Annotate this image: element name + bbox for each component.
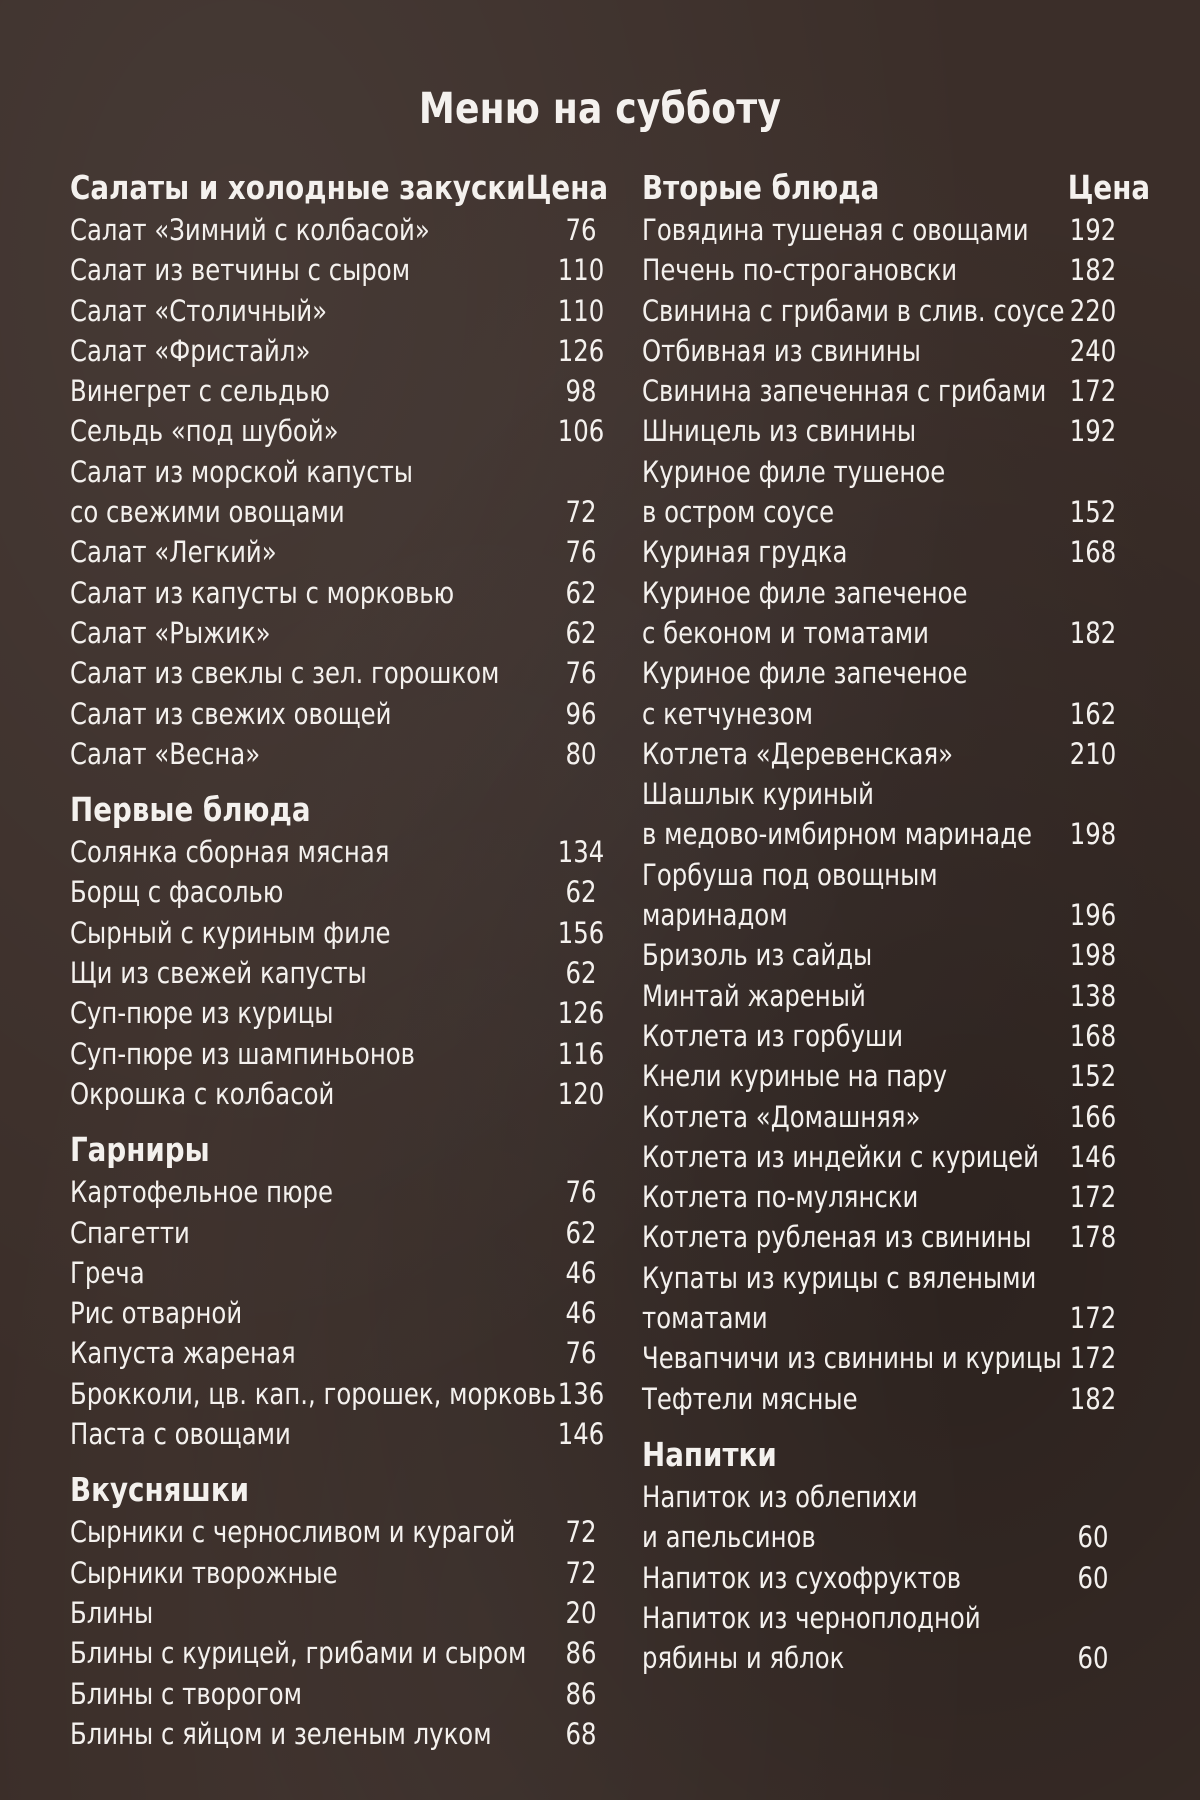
menu-item-name: Куриное филе тушеное [642, 454, 946, 489]
menu-item-name: Винегрет с сельдью [70, 374, 330, 409]
menu-item-name: Салат «Фристайл» [70, 333, 311, 368]
menu-item-price: 62 [565, 875, 597, 910]
menu-item-price: 168 [1069, 1018, 1117, 1053]
menu-item [70, 1633, 597, 1673]
menu-item-name: Спагетти [70, 1215, 190, 1250]
menu-item [642, 1137, 1140, 1177]
section-gap [70, 774, 590, 788]
menu-item-name: рябины и яблок [642, 1641, 845, 1676]
menu-item-price: 210 [1069, 736, 1117, 771]
menu-item-name: Суп-пюре из шампиньонов [70, 1036, 416, 1071]
menu-item-name: Салат «Легкий» [70, 535, 277, 570]
menu-item-price: 86 [565, 1636, 597, 1671]
menu-item-price: 126 [557, 996, 605, 1031]
menu-item-price: 62 [565, 956, 597, 991]
menu-item-name: Котлета по-мулянски [642, 1180, 919, 1215]
menu-item-name: Борщ с фасолью [70, 875, 284, 910]
menu-item [70, 734, 597, 774]
menu-item-price: 110 [557, 293, 605, 328]
menu-item [70, 492, 597, 532]
menu-item-price: 62 [565, 575, 597, 610]
menu-item [642, 653, 1140, 693]
menu-item [642, 1638, 1140, 1678]
menu-item [642, 250, 1140, 290]
menu-item-name: Печень по-строгановски [642, 253, 958, 288]
menu-item-price: 134 [557, 835, 605, 870]
menu-item-name: Салат из свежих овощей [70, 696, 392, 731]
menu-item-price: 110 [557, 253, 605, 288]
menu-item [70, 1253, 597, 1293]
menu-item-price: 80 [565, 736, 597, 771]
menu-item-name: Салат из капусты с морковью [70, 575, 455, 610]
menu-item-name: Котлета «Домашняя» [642, 1099, 921, 1134]
menu-item-price: 86 [565, 1676, 597, 1711]
menu-item [642, 1217, 1140, 1257]
menu-item-price: 60 [1077, 1641, 1109, 1676]
menu-item [642, 814, 1140, 854]
menu-item-name: Бризоль из сайды [642, 938, 873, 973]
menu-item-price: 76 [565, 535, 597, 570]
menu-item [70, 1293, 597, 1333]
page-title: Меню на субботу [418, 84, 782, 134]
item-list [70, 832, 605, 1114]
menu-item [70, 1374, 605, 1414]
menu-item [70, 452, 590, 492]
menu-item [70, 371, 597, 411]
menu-item [70, 913, 605, 953]
right-column [642, 166, 1150, 1678]
menu-item-price: 126 [557, 333, 605, 368]
item-list [642, 1477, 1140, 1678]
menu-item [642, 1177, 1140, 1217]
menu-item-name: Паста с овощами [70, 1417, 291, 1452]
menu-item [642, 613, 1140, 653]
section-gap [70, 1454, 590, 1468]
menu-item-price: 72 [565, 1555, 597, 1590]
menu-item [70, 1593, 597, 1633]
menu-item-price: 146 [1069, 1139, 1117, 1174]
menu-item-name: Картофельное пюре [70, 1175, 333, 1210]
menu-item-price: 136 [557, 1376, 605, 1411]
menu-item-name: Салат «Зимний с колбасой» [70, 213, 430, 247]
menu-item-name: Куриное филе запеченое [642, 575, 968, 610]
menu-item-price: 220 [1069, 293, 1117, 328]
menu-item-price: 120 [557, 1076, 605, 1111]
menu-item-name: Окрошка с колбасой [70, 1076, 335, 1111]
menu-item [642, 210, 1140, 250]
menu-item-price: 46 [565, 1255, 597, 1290]
menu-item-price: 76 [565, 1336, 597, 1371]
menu-item-price: 152 [1069, 495, 1117, 530]
menu-item-name: Салат из морской капусты [70, 454, 414, 489]
menu-item [70, 411, 605, 451]
section-title: Вкусняшки [70, 1470, 250, 1510]
menu-item-name: Куриная грудка [642, 535, 848, 570]
menu-item [642, 452, 1140, 492]
menu-item-price: 192 [1069, 414, 1117, 449]
left-column [70, 166, 608, 1754]
menu-item-name: Блины с творогом [70, 1676, 303, 1711]
section-heading-sides [70, 1128, 590, 1172]
section-title: Гарниры [70, 1130, 210, 1170]
menu-item [70, 832, 605, 872]
menu-item [642, 1258, 1140, 1298]
menu-item [642, 694, 1140, 734]
menu-item-name: Греча [70, 1255, 145, 1290]
menu-item [642, 1097, 1140, 1137]
menu-item [70, 1213, 597, 1253]
item-list [70, 1512, 597, 1754]
menu-item-name: Напиток из облепихи [642, 1479, 918, 1514]
menu-item-price: 166 [1069, 1099, 1117, 1134]
menu-item [70, 613, 597, 653]
menu-item-name: Блины с яйцом и зеленым луком [70, 1716, 492, 1751]
menu-item [642, 291, 1140, 331]
menu-item [70, 1512, 597, 1552]
menu-item-price: 116 [557, 1036, 605, 1071]
menu-item-name: Свинина с грибами в слив. соусе [642, 293, 1065, 328]
menu-item [70, 993, 605, 1033]
menu-item-name: Купаты из курицы с вялеными [642, 1260, 1037, 1295]
menu-item-price: 62 [565, 615, 597, 650]
menu-item [70, 653, 597, 693]
menu-item [642, 331, 1140, 371]
price-column-label: Цена [1067, 168, 1150, 207]
menu-item-price: 172 [1069, 1341, 1117, 1376]
menu-item [642, 734, 1140, 774]
menu-item [642, 1338, 1140, 1378]
menu-item-price: 46 [565, 1296, 597, 1331]
menu-item-price: 60 [1077, 1560, 1109, 1595]
menu-item [70, 573, 597, 613]
menu-item-name: Котлета из индейки с курицей [642, 1139, 1040, 1174]
menu-item-name: Напиток из сухофруктов [642, 1560, 962, 1595]
menu-item [642, 532, 1140, 572]
menu-item-price: 98 [565, 374, 597, 409]
menu-item-name: Салат «Весна» [70, 736, 261, 771]
menu-item-price: 172 [1069, 1180, 1117, 1215]
menu-item-name: в медово-имбирном маринаде [642, 817, 1033, 852]
menu-item-price: 156 [557, 915, 605, 950]
item-list [70, 1172, 605, 1454]
section-heading-treats [70, 1468, 590, 1512]
menu-item-name: Свинина запеченная с грибами [642, 374, 1047, 409]
menu-item-name: Говядина тушеная с овощами [642, 213, 1029, 247]
menu-item [70, 872, 597, 912]
menu-item-price: 76 [565, 1175, 597, 1210]
menu-item [70, 1553, 597, 1593]
menu-item [642, 895, 1140, 935]
menu-item-name: и апельсинов [642, 1520, 816, 1555]
menu-item [70, 250, 605, 290]
menu-item-name: Сырники с черносливом и курагой [70, 1515, 516, 1550]
menu-item-name: Шашлык куриный [642, 777, 874, 812]
menu-item-name: Салат из свеклы с зел. горошком [70, 656, 500, 691]
menu-item-name: Кнели куриные на пару [642, 1059, 948, 1094]
menu-item [642, 573, 1140, 613]
menu-item [642, 1477, 1140, 1517]
menu-item-name: Шницель из свинины [642, 414, 917, 449]
menu-item-price: 76 [565, 656, 597, 691]
menu-item [642, 1016, 1140, 1056]
menu-item [70, 1074, 605, 1114]
price-column-label: Цена [525, 168, 608, 207]
menu-item [70, 291, 605, 331]
menu-item-name: Котлета «Деревенская» [642, 736, 954, 771]
menu-item-name: Напиток из черноплодной [642, 1600, 981, 1635]
section-title: Салаты и холодные закуски [70, 168, 526, 207]
item-list [642, 210, 1140, 1419]
menu-item [642, 1598, 1140, 1638]
menu-item [70, 331, 605, 371]
menu-item-price: 72 [565, 495, 597, 530]
section-heading-drinks [642, 1433, 1140, 1477]
menu-item-name: Сельдь «под шубой» [70, 414, 339, 449]
menu-item [70, 210, 597, 250]
menu-item-name: Салат из ветчины с сыром [70, 253, 411, 288]
menu-item-price: 182 [1069, 1381, 1117, 1416]
menu-item-price: 20 [565, 1595, 597, 1630]
menu-item [642, 371, 1140, 411]
menu-item-price: 152 [1069, 1059, 1117, 1094]
menu-item [642, 411, 1140, 451]
menu-item [642, 1558, 1140, 1598]
menu-item-price: 138 [1069, 978, 1117, 1013]
menu-item-price: 240 [1069, 333, 1117, 368]
section-heading-salads [70, 166, 608, 210]
section-title: Вторые блюда [642, 168, 880, 207]
menu-item-price: 96 [565, 696, 597, 731]
menu-item [642, 1298, 1140, 1338]
section-heading-mains [642, 166, 1150, 210]
menu-item [70, 1714, 597, 1754]
menu-item-name: Котлета из горбуши [642, 1018, 904, 1053]
menu-item-name: Щи из свежей капусты [70, 956, 367, 991]
section-heading-soups [70, 788, 590, 832]
menu-item-price: 72 [565, 1515, 597, 1550]
menu-item-name: Салат «Столичный» [70, 293, 328, 328]
menu-item [70, 1414, 605, 1454]
menu-item-price: 192 [1069, 213, 1117, 247]
menu-item [642, 1056, 1140, 1096]
menu-item-name: Салат «Рыжик» [70, 615, 271, 650]
section-title: Напитки [642, 1434, 777, 1474]
menu-item-name: Рис отварной [70, 1296, 243, 1331]
menu-item-name: Горбуша под овощным [642, 857, 938, 892]
menu-item-price: 62 [565, 1215, 597, 1250]
menu-item-price: 146 [557, 1417, 605, 1452]
menu-item [70, 532, 597, 572]
menu-item-price: 178 [1069, 1220, 1117, 1255]
menu-item-name: Суп-пюре из курицы [70, 996, 334, 1031]
menu-item-price: 106 [557, 414, 605, 449]
section-gap [642, 1419, 1140, 1433]
menu-item [642, 976, 1140, 1016]
section-title: Первые блюда [70, 790, 311, 830]
menu-item-name: Капуста жареная [70, 1336, 296, 1371]
menu-item-name: Сырный с куриным филе [70, 915, 391, 950]
menu-item-price: 68 [565, 1716, 597, 1751]
menu-item [70, 1172, 597, 1212]
menu-item-price: 162 [1069, 696, 1117, 731]
menu-item [642, 492, 1140, 532]
menu-item [70, 1674, 597, 1714]
menu-item-name: Сырники творожные [70, 1555, 338, 1590]
menu-item-name: Минтай жареный [642, 978, 866, 1013]
menu-item [642, 774, 1140, 814]
menu-item-name: Тефтели мясные [642, 1381, 858, 1416]
menu-item-price: 60 [1077, 1520, 1109, 1555]
menu-item-price: 182 [1069, 615, 1117, 650]
menu-item-name: Брокколи, цв. кап., горошек, морковь [70, 1376, 557, 1411]
menu-item-name: томатами [642, 1301, 768, 1336]
menu-item-price: 168 [1069, 535, 1117, 570]
menu-item-name: в остром соусе [642, 495, 835, 530]
menu-item [642, 935, 1140, 975]
menu-item-name: Чевапчичи из свинины и курицы [642, 1341, 1062, 1376]
menu-item [70, 953, 597, 993]
menu-item-price: 198 [1069, 817, 1117, 852]
menu-item-name: с кетчунезом [642, 696, 813, 731]
menu-item [70, 1034, 605, 1074]
menu-item-name: Котлета рубленая из свинины [642, 1220, 1032, 1255]
menu-item-name: Куриное филе запеченое [642, 656, 968, 691]
menu-item-price: 182 [1069, 253, 1117, 288]
menu-item-name: Солянка сборная мясная [70, 835, 390, 870]
menu-item-name: Отбивная из свинины [642, 333, 921, 368]
section-gap [70, 1114, 590, 1128]
menu-item-name: маринадом [642, 898, 788, 933]
menu-item-price: 196 [1069, 898, 1117, 933]
menu-item-price: 76 [565, 213, 597, 247]
menu-item-price: 198 [1069, 938, 1117, 973]
item-list [70, 210, 605, 774]
menu-item-name: Блины [70, 1595, 154, 1630]
menu-item [642, 1379, 1140, 1419]
menu-item-name: со свежими овощами [70, 495, 345, 530]
menu-item [70, 694, 597, 734]
menu-item-name: с беконом и томатами [642, 615, 930, 650]
menu-item-price: 172 [1069, 1301, 1117, 1336]
menu-item [642, 855, 1140, 895]
menu-item [70, 1333, 597, 1373]
menu-item [642, 1517, 1140, 1557]
menu-item-price: 172 [1069, 374, 1117, 409]
menu-item-name: Блины с курицей, грибами и сыром [70, 1636, 527, 1671]
